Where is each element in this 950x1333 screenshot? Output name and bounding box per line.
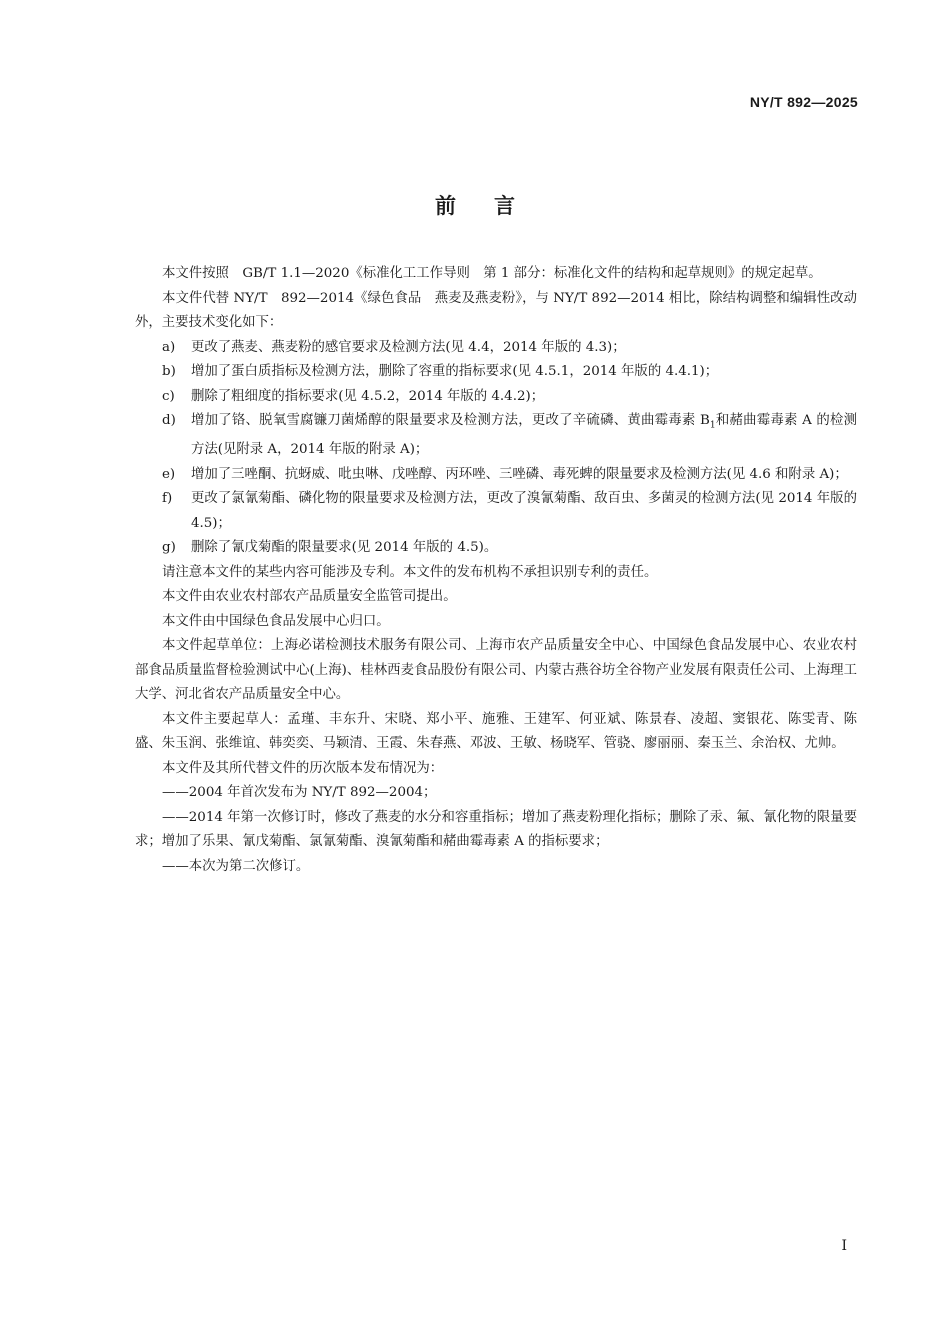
list-label: c) <box>162 388 175 404</box>
list-text: 删除了粗细度的指标要求(见 4.5.2，2014 年版的 4.4.2)； <box>191 388 545 404</box>
list-label: f) <box>162 491 173 507</box>
list-label: d) <box>162 413 176 428</box>
list-label: g) <box>162 540 176 556</box>
change-item-a <box>135 336 857 361</box>
change-item-e <box>135 463 857 488</box>
paragraph-drafting-rules: 本文件按照 GB/T 1.1—2020《标准化工工作导则 第 1 部分：标准化文件的结构和起草规则》的规定起草。 <box>162 266 822 281</box>
paragraph-replacement: 本文件代替 NY/T 892—2014《绿色食品 燕麦及燕麦粉》，与 NY/T 892—2014 相比，除结构调整和编辑性改动外，主要技术变化如下： <box>135 290 857 330</box>
list-label: b) <box>162 364 176 379</box>
list-text <box>191 409 857 463</box>
paragraph-drafters: 本文件主要起草人：孟瑾、丰东升、宋晓、郑小平、施雅、王建军、何亚斌、陈景春、凌超、窦银花、陈雯青、陈盛、朱玉润、张维谊、韩奕奕、马颖清、王霞、朱春燕、邓波、王敏、杨晓军、管骁、廖丽丽、秦玉兰、余治权、尤帅。 <box>135 711 857 752</box>
change-item-f <box>135 487 857 536</box>
history-item-current: ——本次为第二次修订。 <box>162 858 310 874</box>
list-label: a) <box>162 339 176 355</box>
list-text: 更改了燕麦、燕麦粉的感官要求及检测方法(见 4.4，2014 年版的 4.3)； <box>191 339 626 355</box>
change-item-d <box>135 409 857 463</box>
change-item-b <box>135 360 857 385</box>
list-text: 更改了氯氰菊酯、磷化物的限量要求及检测方法，更改了溴氰菊酯、敌百虫、多菌灵的检测方法(见 2014 年版的 4.5)； <box>191 491 857 531</box>
document-body <box>135 262 857 879</box>
list-text: 增加了三唑酮、抗蚜威、吡虫啉、戊唑醇、丙环唑、三唑磷、毒死蜱的限量要求及检测方法(见 4.6 和附录 A)； <box>191 466 848 482</box>
history-item-2014: ——2014 年第一次修订时，修改了燕麦的水分和容重指标；增加了燕麦粉理化指标；删除了汞、氟、氰化物的限量要求；增加了乐果、氰戊菊酯、氯氰菊酯、溴氰菊酯和赭曲霉毒素 A 的指标要求； <box>135 809 857 850</box>
list-text: 增加了蛋白质指标及检测方法，删除了容重的指标要求(见 4.5.1，2014 年版的 4.4.1)； <box>191 364 719 379</box>
paragraph-administrator: 本文件由中国绿色食品发展中心归口。 <box>162 613 390 629</box>
paragraph-drafting-units: 本文件起草单位：上海必诺检测技术服务有限公司、上海市农产品质量安全中心、中国绿色食品发展中心、农业农村部食品质量监督检验测试中心(上海)、桂林西麦食品股份有限公司、内蒙古燕谷坊全谷物产业发展有限责任公司、上海理工大学、河北省农产品质量安全中心。 <box>135 638 857 703</box>
change-item-g <box>135 536 857 561</box>
list-text-part: 和赭曲霉毒素 A 的检测方法(见附录 A，2014 年版的附录 A)； <box>191 413 857 458</box>
page-number: I <box>841 1238 847 1254</box>
list-text-part: 增加了铬、脱氧雪腐镰刀菌烯醇的限量要求及检测方法，更改了辛硫磷、黄曲霉毒素 B <box>191 413 710 428</box>
list-label: e) <box>162 466 176 482</box>
subscript: 1 <box>709 420 716 431</box>
document-code: NY/T 892—2025 <box>749 94 858 110</box>
paragraph-patent-notice: 请注意本文件的某些内容可能涉及专利。本文件的发布机构不承担识别专利的责任。 <box>162 564 658 580</box>
change-item-c <box>135 385 857 410</box>
list-text: 删除了氰戊菊酯的限量要求(见 2014 年版的 4.5)。 <box>191 540 498 556</box>
page-title: 前言 <box>435 193 553 218</box>
paragraph-history-intro: 本文件及其所代替文件的历次版本发布情况为： <box>162 760 444 776</box>
history-item-2004: ——2004 年首次发布为 NY/T 892—2004； <box>162 785 437 801</box>
paragraph-proposer: 本文件由农业农村部农产品质量安全监管司提出。 <box>162 589 457 605</box>
